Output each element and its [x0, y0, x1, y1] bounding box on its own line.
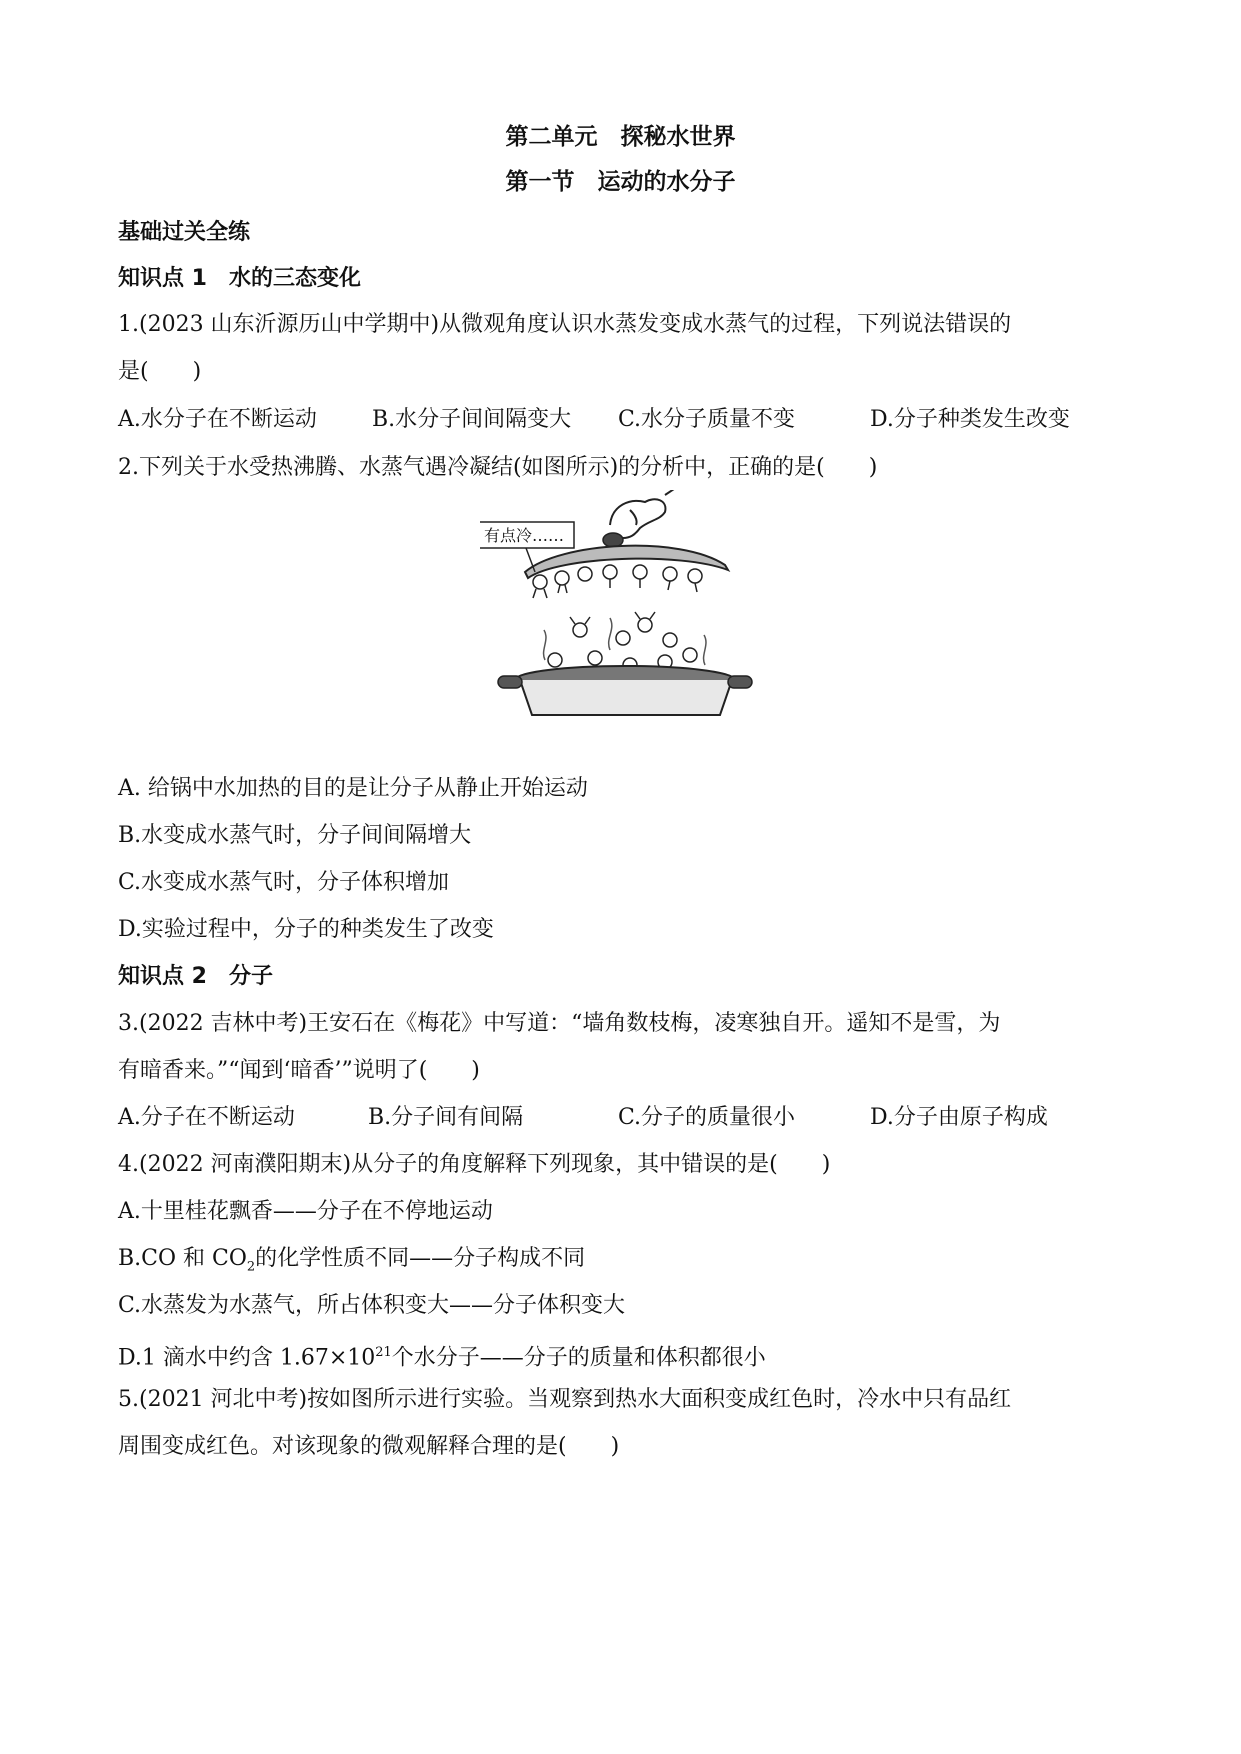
q5-stem-line1: 5.(2021 河北中考)按如图所示进行实验。当观察到热水大面积变成红色时，冷水中只有品红 [118, 1387, 1012, 1412]
q4-option-b-post: 的化学性质不同——分子构成不同 [255, 1246, 586, 1271]
q5-stem-line2: 周围变成红色。对该现象的微观解释合理的是( ) [118, 1434, 620, 1459]
q3-option-a: A.分子在不断运动 [118, 1105, 295, 1130]
q4-option-b-pre: B.CO 和 CO [118, 1246, 247, 1271]
unit-title: 第二单元 探秘水世界 [505, 124, 736, 150]
pot-body [520, 680, 732, 715]
lid-knob [603, 533, 623, 547]
q4-stem: 4.(2022 河南濮阳期末)从分子的角度解释下列现象，其中错误的是( ) [118, 1152, 831, 1177]
part-heading: 基础过关全练 [118, 220, 251, 245]
knowledge-point-1: 知识点 1 水的三态变化 [118, 266, 361, 291]
q4-option-d-sup: 21 [375, 1345, 392, 1360]
q1-stem-line1: 1.(2023 山东沂源历山中学期中)从微观角度认识水蒸发变成水蒸气的过程，下列说法错误的 [118, 312, 1012, 337]
q2-option-c: C.水变成水蒸气时，分子体积增加 [118, 870, 450, 895]
q1-option-c: C.水分子质量不变 [618, 407, 796, 432]
q2-option-b: B.水变成水蒸气时，分子间间隔增大 [118, 823, 472, 848]
hand-icon [610, 490, 680, 538]
q4-option-a: A.十里桂花飘香——分子在不停地运动 [118, 1199, 493, 1224]
q4-option-b [118, 1244, 585, 1282]
q1-option-b: B.水分子间间隔变大 [372, 407, 572, 432]
boiling-water-figure [480, 490, 780, 740]
pot-handle-left [498, 676, 522, 688]
condensed-molecules [533, 565, 702, 598]
q3-option-c: C.分子的质量很小 [618, 1105, 796, 1130]
q4-option-d [118, 1338, 766, 1373]
q2-stem: 2.下列关于水受热沸腾、水蒸气遇冷凝结(如图所示)的分析中，正确的是( ) [118, 455, 878, 480]
figure-caption: 有点冷…… [484, 526, 565, 545]
pot-handle-right [728, 676, 752, 688]
q3-option-d: D.分子由原子构成 [870, 1105, 1048, 1130]
q4-option-b-sub: 2 [246, 1259, 256, 1275]
q4-option-d-post: 个水分子——分子的质量和体积都很小 [391, 1345, 766, 1371]
q4-option-d-pre: D.1 滴水中约含 1.67×10 [118, 1345, 376, 1371]
q3-stem-line2: 有暗香来。”“闻到‘暗香’”说明了( ) [118, 1058, 480, 1083]
q3-option-b: B.分子间有间隔 [368, 1105, 524, 1130]
knowledge-point-2: 知识点 2 分子 [118, 964, 273, 989]
rising-molecules [548, 612, 697, 672]
section-title: 第一节 运动的水分子 [505, 169, 736, 195]
q3-stem-line1: 3.(2022 吉林中考)王安石在《梅花》中写道：“墙角数枝梅，凌寒独自开。遥知不是雪，为 [118, 1011, 1001, 1036]
q2-option-a: A. 给锅中水加热的目的是让分子从静止开始运动 [118, 776, 588, 801]
q2-option-d: D.实验过程中，分子的种类发生了改变 [118, 917, 494, 942]
q1-stem-line2: 是( ) [118, 359, 202, 384]
q1-option-a: A.水分子在不断运动 [118, 407, 317, 432]
q1-option-d: D.分子种类发生改变 [870, 407, 1070, 432]
q4-option-c: C.水蒸发为水蒸气，所占体积变大——分子体积变大 [118, 1293, 626, 1318]
